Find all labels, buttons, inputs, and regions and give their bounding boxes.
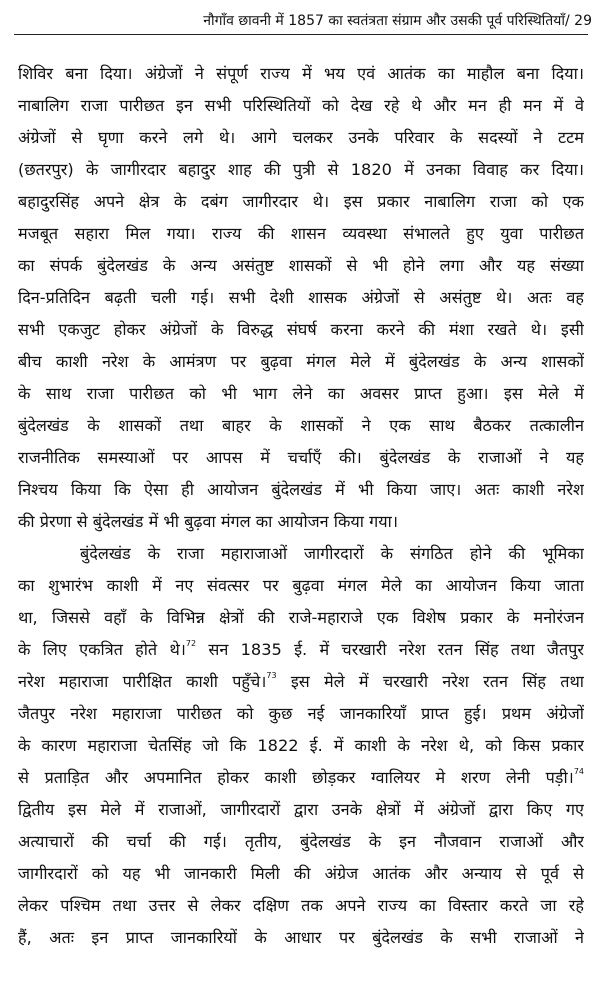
text-line xyxy=(18,666,584,698)
line-text-continued: इस मेले में चरखारी नरेश रतन सिंह तथा xyxy=(276,672,584,691)
line-text: से प्रताड़ित और अपमानित होकर काशी छोड़कर ग्वालियर मे शरण लेनी पड़ी। xyxy=(18,768,574,787)
text-line xyxy=(18,506,584,538)
line-text: द्वितीय इस मेले में राजाओं, जागीरदारों द्वारा उनके क्षेत्रों में अंग्रेजों द्वारा किए गए xyxy=(18,800,584,819)
text-line xyxy=(18,282,584,314)
line-text: बुंदेलखंड के राजा महाराजाओं जागीरदारों के संगठित होने की भूमिका xyxy=(80,544,584,563)
line-text: बुंदेलखंड के शासकों तथा बाहर के शासकों ने एक साथ बैठकर तत्कालीन xyxy=(18,416,584,435)
line-text: निश्चय किया कि ऐसा ही आयोजन बुंदेलखंड में भी किया जाए। अतः काशी नरेश xyxy=(18,480,584,499)
line-text: लेकर पश्चिम तथा उत्तर से लेकर दक्षिण तक अपने राज्य का विस्तार करते जा रहे xyxy=(18,896,584,915)
line-text: की प्रेरणा से बुंदेलखंड में भी बुढ़वा मंगल का आयोजन किया गया। xyxy=(18,512,398,531)
line-text: नाबालिग राजा पारीछत इन सभी परिस्थितियों को देख रहे थे और मन ही मन में वे xyxy=(18,96,584,115)
line-text: अत्याचारों की चर्चा की गई। तृतीय, बुंदेलखंड के इन नौजवान राजाओं और xyxy=(18,832,584,851)
text-line xyxy=(18,794,584,826)
text-line xyxy=(18,314,584,346)
text-line xyxy=(18,58,584,90)
text-line xyxy=(18,90,584,122)
text-line xyxy=(18,218,584,250)
body-text xyxy=(18,58,584,954)
text-line xyxy=(18,442,584,474)
text-line xyxy=(18,378,584,410)
line-text: नरेश महाराजा पारीक्षित काशी पहुँचे। xyxy=(18,672,267,691)
running-header xyxy=(150,10,592,32)
text-line xyxy=(18,154,584,186)
text-line xyxy=(18,922,584,954)
header-title: नौगाँव छावनी में 1857 का स्वतंत्रता संग्राम और उसकी पूर्व परिस्थितियाँ xyxy=(203,13,566,29)
text-line xyxy=(18,826,584,858)
line-text-continued: सन 1835 ई. में चरखारी नरेश रतन सिंह तथा जैतपुर xyxy=(196,640,584,659)
text-line xyxy=(18,122,584,154)
text-line xyxy=(18,410,584,442)
text-line xyxy=(18,250,584,282)
text-line xyxy=(18,634,584,666)
text-line xyxy=(18,570,584,602)
text-line xyxy=(18,186,584,218)
line-text: था, जिससे वहाँ के विभिन्न क्षेत्रों की राजे-महाराजे एक विशेष प्रकार के मनोरंजन xyxy=(18,608,584,627)
line-text: (छतरपुर) के जागीरदार बहादुर शाह की पुत्री से 1820 में उनका विवाह कर दिया। xyxy=(18,160,584,179)
text-line xyxy=(18,602,584,634)
text-line xyxy=(18,346,584,378)
line-text: के साथ राजा पारीछत को भी भाग लेने का अवसर प्राप्त हुआ। इस मेले में xyxy=(18,384,584,403)
text-line xyxy=(18,474,584,506)
footnote-marker: 72 xyxy=(185,639,197,648)
line-text: हैं, अतः इन प्राप्त जानकारियों के आधार पर बुंदेलखंड के सभी राजाओं ने xyxy=(18,928,584,947)
footnote-marker: 73 xyxy=(266,671,277,680)
text-line xyxy=(18,698,584,730)
line-text: मजबूत सहारा मिल गया। राज्य की शासन व्यवस्था संभालते हुए युवा पारीछत xyxy=(18,224,584,243)
text-line xyxy=(18,890,584,922)
line-text: राजनीतिक समस्याओं पर आपस में चर्चाएँ की। बुंदेलखंड के राजाओं ने यह xyxy=(18,448,584,467)
page-number: / 29 xyxy=(565,13,592,29)
line-text: दिन-प्रतिदिन बढ़ती चली गई। सभी देशी शासक अंग्रेजों से असंतुष्ट थे। अतः वह xyxy=(18,288,584,307)
line-text: बीच काशी नरेश के आमंत्रण पर बुढ़वा मंगल मेले में बुंदेलखंड के अन्य शासकों xyxy=(18,352,584,371)
line-text: बहादुरसिंह अपने क्षेत्र के दबंग जागीरदार थे। इस प्रकार नाबालिग राजा को एक xyxy=(18,192,584,211)
line-text: के लिए एकत्रित होते थे। xyxy=(18,640,186,659)
line-text: के कारण महाराजा चेतसिंह जो कि 1822 ई. में काशी के नरेश थे, को किस प्रकार xyxy=(18,736,584,755)
text-line xyxy=(18,538,584,570)
text-line xyxy=(18,858,584,890)
text-line xyxy=(18,762,584,794)
line-text: शिविर बना दिया। अंग्रेजों ने संपूर्ण राज्य में भय एवं आतंक का माहौल बना दिया। xyxy=(18,64,584,83)
line-text: का शुभारंभ काशी में नए संवत्सर पर बुढ़वा मंगल मेले का आयोजन किया जाता xyxy=(18,576,584,595)
header-rule xyxy=(14,34,588,35)
line-text: अंग्रेजों से घृणा करने लगे थे। आगे चलकर उनके परिवार के सदस्यों ने टटम xyxy=(18,128,584,147)
line-text: जागीरदारों को यह भी जानकारी मिली की अंग्रेज आतंक और अन्याय से पूर्व से xyxy=(18,864,584,883)
line-text: सभी एकजुट होकर अंग्रेजों के विरुद्ध संघर्ष करना करने की मंशा रखते थे। इसी xyxy=(18,320,584,339)
line-text: का संपर्क बुंदेलखंड के अन्य असंतुष्ट शासकों से भी होने लगा और यह संख्या xyxy=(18,256,584,275)
line-text: जैतपुर नरेश महाराजा पारीछत को कुछ नई जानकारियाँ प्राप्त हुई। प्रथम अंग्रेजों xyxy=(18,704,584,723)
footnote-marker: 74 xyxy=(573,767,584,776)
text-line xyxy=(18,730,584,762)
